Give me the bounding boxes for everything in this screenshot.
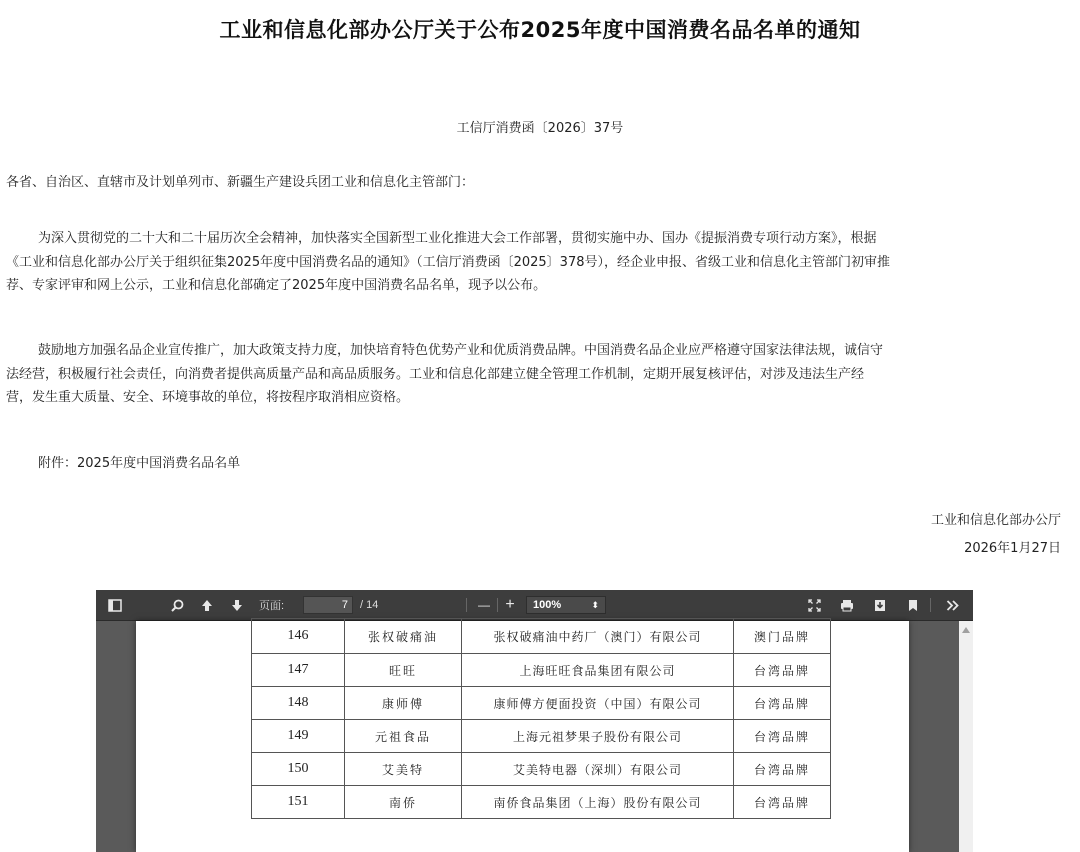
brand-name-cell: 艾美特 bbox=[345, 753, 462, 786]
pdf-page bbox=[136, 621, 909, 852]
attachment-line bbox=[6, 452, 1064, 476]
brand-name-cell: 康师傅 bbox=[345, 687, 462, 720]
company-name-cell: 艾美特电器（深圳）有限公司 bbox=[462, 753, 734, 786]
paragraph-2-line: 营，发生重大质量、安全、环境事故的单位，将按程序取消相应资格。 bbox=[6, 390, 410, 405]
paragraph-1-line: 《工业和信息化部办公厅关于组织征集2025年度中国消费名品的通知》（工信厅消费函〔2025〕378号），经企业申报、省级工业和信息化主管部门初审推 bbox=[6, 254, 890, 270]
category-cell: 台湾品牌 bbox=[734, 786, 831, 819]
company-name-cell: 上海元祖梦果子股份有限公司 bbox=[462, 720, 734, 753]
toolbar-divider bbox=[466, 598, 467, 612]
signature-org: 工业和信息化部办公厅 bbox=[930, 513, 1061, 528]
table-row bbox=[252, 753, 831, 786]
zoom-out-button[interactable]: — bbox=[478, 598, 490, 612]
row-number-cell: 148 bbox=[252, 687, 345, 720]
row-number-cell: 146 bbox=[252, 619, 345, 654]
vertical-scrollbar[interactable] bbox=[959, 621, 973, 852]
more-tools-icon[interactable] bbox=[941, 590, 963, 620]
table-row bbox=[252, 687, 831, 720]
fullscreen-icon[interactable] bbox=[803, 590, 825, 620]
category-cell: 台湾品牌 bbox=[734, 753, 831, 786]
company-name-cell: 上海旺旺食品集团有限公司 bbox=[462, 654, 734, 687]
category-cell: 台湾品牌 bbox=[734, 720, 831, 753]
paragraph-1-line: 荐、专家评审和网上公示，工业和信息化部确定了2025年度中国消费名品名单，现予以公布。 bbox=[6, 278, 547, 293]
zoom-in-button[interactable]: + bbox=[505, 596, 515, 613]
print-icon[interactable] bbox=[836, 590, 858, 620]
table-row bbox=[252, 786, 831, 819]
page-up-icon[interactable] bbox=[196, 590, 218, 620]
table-row bbox=[252, 654, 831, 687]
bookmark-icon[interactable] bbox=[902, 590, 924, 620]
scroll-up-arrow-icon[interactable] bbox=[962, 627, 970, 633]
page-number-input[interactable]: 7 bbox=[303, 596, 353, 614]
brand-list-table bbox=[251, 618, 831, 819]
brand-name-cell: 旺旺 bbox=[345, 654, 462, 687]
row-number-cell: 149 bbox=[252, 720, 345, 753]
pdf-toolbar bbox=[96, 590, 973, 621]
page-total: / 14 bbox=[360, 599, 379, 611]
notice-title: 工业和信息化部办公厅关于公布2025年度中国消费名品名单的通知 bbox=[219, 18, 861, 42]
search-icon[interactable] bbox=[166, 590, 188, 620]
company-name-cell: 南侨食品集团（上海）股份有限公司 bbox=[462, 786, 734, 819]
zoom-select[interactable] bbox=[526, 596, 606, 614]
sidebar-toggle-icon[interactable] bbox=[104, 590, 126, 620]
category-cell: 台湾品牌 bbox=[734, 687, 831, 720]
salutation: 各省、自治区、直辖市及计划单列市、新疆生产建设兵团工业和信息化主管部门： bbox=[6, 175, 475, 190]
toolbar-divider bbox=[930, 598, 931, 612]
table-row bbox=[252, 720, 831, 753]
brand-name-cell: 南侨 bbox=[345, 786, 462, 819]
page-down-icon[interactable] bbox=[226, 590, 248, 620]
row-number-cell: 151 bbox=[252, 786, 345, 819]
row-number-cell: 147 bbox=[252, 654, 345, 687]
paragraph-2-line: 鼓励地方加强名品企业宣传推广，加大政策支持力度，加快培育特色优势产业和优质消费品牌。中国消费名品企业应严格遵守国家法律法规，诚信守 bbox=[38, 343, 884, 358]
category-cell: 台湾品牌 bbox=[734, 654, 831, 687]
download-icon[interactable] bbox=[869, 590, 891, 620]
signature-date: 2026年1月27日 bbox=[964, 541, 1061, 556]
pdf-document-area[interactable] bbox=[96, 621, 973, 852]
company-name-cell: 张权破痛油中药厂（澳门）有限公司 bbox=[462, 619, 734, 654]
paragraph-2-line: 法经营，积极履行社会责任，向消费者提供高质量产品和高品质服务。工业和信息化部建立健全管理工作机制，定期开展复核评估，对涉及违法生产经 bbox=[6, 366, 865, 382]
paragraph-2 bbox=[6, 339, 1064, 410]
document-number: 工信厅消费函〔2026〕37号 bbox=[456, 121, 624, 136]
brand-name-cell: 元祖食品 bbox=[345, 720, 462, 753]
zoom-caret-icon: ⬍ bbox=[591, 599, 599, 610]
paragraph-1 bbox=[6, 227, 1064, 298]
category-cell: 澳门品牌 bbox=[734, 619, 831, 654]
brand-name-cell: 张权破痛油 bbox=[345, 619, 462, 654]
attachment-text: 附件：2025年度中国消费名品名单 bbox=[38, 456, 241, 471]
row-number-cell: 150 bbox=[252, 753, 345, 786]
company-name-cell: 康师傅方便面投资（中国）有限公司 bbox=[462, 687, 734, 720]
zoom-value: 100% bbox=[533, 599, 562, 611]
paragraph-1-line: 为深入贯彻党的二十大和二十届历次全会精神，加快落实全国新型工业化推进大会工作部署，贯彻实施中办、国办《提振消费专项行动方案》，根据 bbox=[38, 231, 877, 246]
toolbar-divider bbox=[497, 598, 498, 612]
table-row bbox=[252, 619, 831, 654]
pdf-viewer bbox=[96, 590, 973, 852]
page-label: 页面: bbox=[259, 600, 285, 612]
